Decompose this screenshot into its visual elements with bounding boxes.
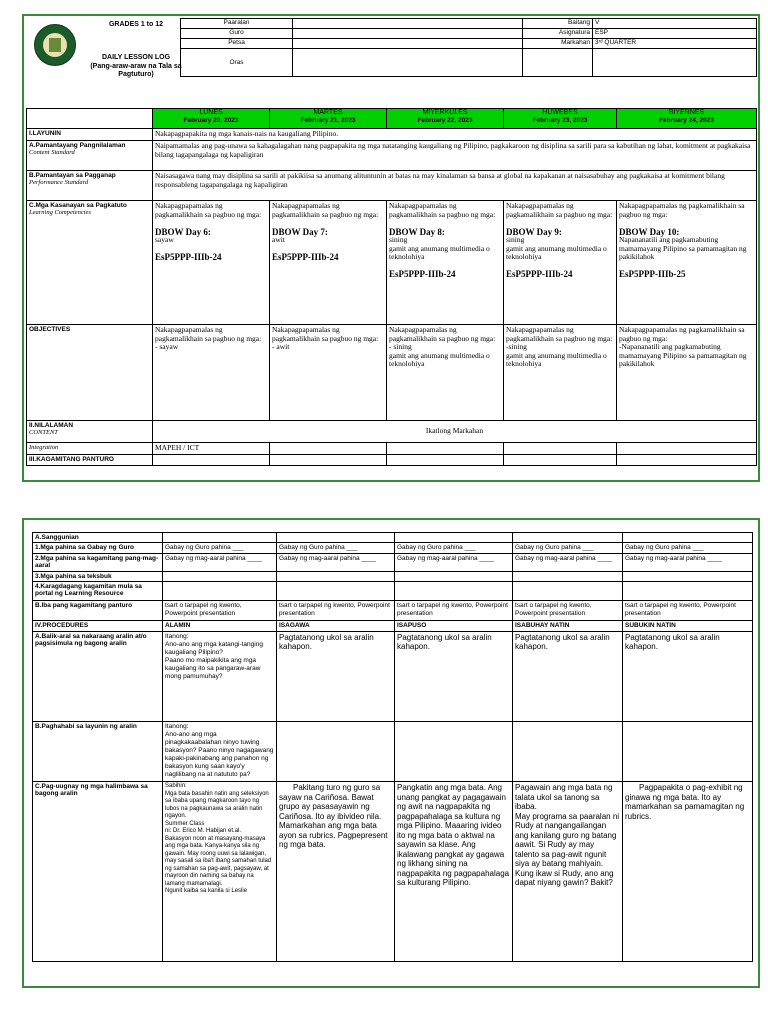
empty-cell — [395, 572, 513, 582]
empty-cell — [277, 582, 395, 601]
balik-aral-day4: Pagtatanong ukol sa aralin kahapon. — [513, 632, 623, 722]
code: EsP5PPP-IIIb-24 — [155, 252, 222, 262]
header-grid — [180, 18, 756, 77]
objectives-label: OBJECTIVES — [27, 325, 153, 421]
items: -sining gamit ang anumang multimedia o teknolohiya — [506, 342, 607, 368]
field-value-petsa[interactable] — [293, 39, 523, 49]
empty-cell — [617, 454, 757, 465]
corner-cell — [27, 109, 153, 129]
empty-cell — [623, 722, 753, 782]
items: sining gamit ang anumang multimedia o teknolohiya — [506, 235, 607, 261]
dbow: DBOW Day 8: — [389, 226, 445, 237]
integration-label — [27, 443, 153, 455]
intro: Nakapagpapamalas ng pagkamalikhain sa pagbuo ng mga: — [272, 201, 379, 219]
code: EsP5PPP-IIIb-24 — [506, 269, 573, 279]
lesson-log-page-2 — [22, 518, 760, 988]
mag-aaral-day1: Gabay ng mag-aaral pahina ____ — [163, 554, 277, 572]
kasanayan-day3 — [387, 201, 504, 325]
objectives-day5 — [617, 325, 757, 421]
pag-uugnay-day1: Sabihin: Mga bata basahin natin ang seleksiyon sa ibaba upang magkaroon tayo ng lubos na pagkaunawa sa aralin natin ngayon. Summer Class ni: Dr. Erico M. Habijan et.al. Bakasyon noon at masayang-masaya ang mga bata. Kanya-kanya sila ng gawain. May roong uuwi sa lalawigan, may sasali sa iba't ibang samahan tulad ng samahan sa pag-awit, pagsayaw, at mayroon din naming sa bahay na lamang mamamalagi. Ngunit kaiba sa kanila si Leslie — [163, 782, 277, 962]
intro: Nakapagpapamalas ng pagkamalikhain sa pagbuo ng mga: — [155, 325, 262, 343]
objectives-day3 — [387, 325, 504, 421]
intro: Nakapagpapamalas ng pagkamalikhain sa pagbuo ng mga: — [619, 325, 745, 343]
balik-aral-day5: Pagtatanong ukol sa aralin kahapon. — [623, 632, 753, 722]
pamantayang-text: Naipamamalas ang pag-unawa sa kahagalagahan nang pagpapakita ng mga natatanging kaugaliang ng Pilipino, pagkakaroon ng disiplina sa sarili para sa kabutihan ng lahat, komitment at pagkakaisa bilang tagapangalaga ng kapaligiran — [153, 141, 757, 171]
intro: Nakapagpapamalas ng pagkamalikhain sa pagbuo ng mga: — [389, 325, 496, 343]
field-value-guro[interactable] — [293, 29, 523, 39]
kasanayan-label — [27, 201, 153, 325]
field-label-asignatura: Asignatura — [523, 29, 593, 39]
balik-aral-day3: Pagtatanong ukol sa aralin kahapon. — [395, 632, 513, 722]
label-main: C.Mga Kasanayan sa Pagkatuto — [29, 202, 127, 209]
gabay-guro-day3: Gabay ng Guro pahina ___ — [395, 543, 513, 554]
empty-cell — [277, 572, 395, 582]
balik-aral-label: A.Balik-aral sa nakaraang aralin at/o pagsisimula ng bagong aralin — [33, 632, 163, 722]
field-value-markahan[interactable]: 3ʳᵈ QUARTER — [593, 39, 757, 49]
sanggunian-label: A.Sanggunian — [33, 533, 163, 543]
lesson-table-page2 — [32, 532, 752, 962]
pag-uugnay-day2: Pakitang turo ng guro sa sayaw na Cariñosa. Bawat grupo ay pasasayawin ng Cariñosa. Ito ay ibivideo nila. Mamarkahan ang mga bata ayon sa rubrics. Pagpepresent ng mga bata. — [277, 782, 395, 962]
iba-pang-day5: tsart o tarpapel ng kwento, Powerpoint presentation — [623, 601, 753, 621]
pag-uugnay-day3: Pangkatin ang mga bata. Ang unang pangkat ay pagagawain ng awit na nagpapakita ng pagpapahalaga sa kultura ng mga Pilipino. Maaaring ivideo ito ng mga bata o aktwal na sayawin sa klase. Ang ikalawang pangkat ay gagawa ng likhang sining na nagpapakita ng pagpapahalaga sa kulturang Pilipino. — [395, 782, 513, 962]
empty-cell — [513, 533, 623, 543]
empty-cell — [163, 582, 277, 601]
kagamitang-mag-aaral-label: 2.Mga pahina sa kagamitang pang-mag-aaral — [33, 554, 163, 572]
day-name: LUNES — [199, 109, 223, 116]
day-date: February 24, 2023 — [659, 117, 714, 124]
procedure-day1: ALAMIN — [163, 621, 277, 632]
dbow: DBOW Day 7: — [272, 226, 328, 237]
pagganap-text: Naisasagawa nang may disiplina sa sarili at pakikiisa sa anumang alituntunin at batas na may kinalaman sa bansa at global na kapakanan at naisasabuhay ang pagkakaisa at komitment bilang responsableng tagapangalaga ng kapaligiran — [153, 171, 757, 201]
intro: Nakapagpapamalas ng pagkamalikhain sa pagbuo ng mga: — [272, 325, 379, 343]
dbow: DBOW Day 10: — [619, 226, 680, 237]
empty-cell — [277, 533, 395, 543]
items: - sining gamit ang anumang multimedia o teknolohiya — [389, 342, 490, 368]
iba-pang-day4: tsart o tarpapel ng kwento, Powerpoint presentation — [513, 601, 623, 621]
field-label-petsa: Petsa — [181, 39, 293, 49]
empty-cell — [387, 443, 504, 455]
procedure-day2: ISAGAWA — [277, 621, 395, 632]
pag-uugnay-label: C.Pag-uugnay ng mga halimbawa sa bagong aralin — [33, 782, 163, 962]
pag-uugnay-day5: Pagpapakita o pag-exhibit ng ginawa ng mga bata. Ito ay mamarkahan sa pamamagitan ng rubrics. — [623, 782, 753, 962]
objectives-day4 — [504, 325, 617, 421]
day-header-miyerkules — [387, 109, 504, 129]
day-header-lunes — [153, 109, 270, 129]
intro: Nakapagpapamalas ng pagkamalikhain sa pagbuo ng mga: — [506, 201, 613, 219]
empty-cell — [163, 572, 277, 582]
objectives-day1 — [153, 325, 270, 421]
mag-aaral-day5: Gabay ng mag-aaral pahina ____ — [623, 554, 753, 572]
empty-cell — [513, 572, 623, 582]
items: sayaw — [155, 235, 174, 244]
deped-seal-logo — [34, 24, 76, 66]
day-header-martes — [270, 109, 387, 129]
items: awit — [272, 235, 285, 244]
field-label-markahan: Markahan — [523, 39, 593, 49]
kasanayan-day4 — [504, 201, 617, 325]
layunin-label: I.LAYUNIN — [27, 129, 153, 141]
field-label-guro: Guro — [181, 29, 293, 39]
empty-cell — [395, 722, 513, 782]
nilalaman-label — [27, 421, 153, 443]
day-date: February 20, 2023 — [183, 117, 239, 124]
gabay-guro-day5: Gabay ng Guro pahina ___ — [623, 543, 753, 554]
empty-cell — [277, 722, 395, 782]
mag-aaral-day3: Gabay ng mag-aaral pahina ____ — [395, 554, 513, 572]
code: EsP5PPP-IIIb-24 — [389, 269, 456, 279]
items: -Napananatili ang pagkamabuting mamamayang Pilipino sa pamamagitan ng pakikilahok — [619, 342, 747, 368]
procedure-day3: ISAPUSO — [395, 621, 513, 632]
label-sub: Content Standard — [29, 149, 75, 156]
kasanayan-day2 — [270, 201, 387, 325]
mag-aaral-day2: Gabay ng mag-aaral pahina ____ — [277, 554, 395, 572]
pamantayang-label — [27, 141, 153, 171]
day-name: HUWEBES — [542, 109, 578, 116]
integration-text: MAPEH / ICT — [153, 443, 270, 455]
dbow: DBOW Day 6: — [155, 226, 211, 237]
paghahabi-label: B.Paghahabi sa layunin ng aralin — [33, 722, 163, 782]
procedure-day4: ISABUHAY NATIN — [513, 621, 623, 632]
intro: Nakapagpapamalas ng pagkamalikhain sa pagbuo ng mga: — [155, 201, 262, 219]
empty-cell — [395, 582, 513, 601]
objectives-day2 — [270, 325, 387, 421]
mag-aaral-day4: Gabay ng mag-aaral pahina ____ — [513, 554, 623, 572]
day-date: February 22, 2023 — [417, 117, 473, 124]
label-main: B.Pamantayan sa Pagganap — [29, 172, 116, 179]
empty-cell — [163, 533, 277, 543]
label-sub: Learning Competencies — [29, 209, 91, 216]
gabay-guro-day2: Gabay ng Guro pahina ___ — [277, 543, 395, 554]
day-header-huwebes — [504, 109, 617, 129]
field-value-oras[interactable] — [293, 49, 523, 77]
procedures-label: IV.PROCEDURES — [33, 621, 163, 632]
pagganap-label — [27, 171, 153, 201]
items: - awit — [272, 342, 290, 351]
items: sining gamit ang anumang multimedia o teknolohiya — [389, 235, 490, 261]
gabay-guro-day1: Gabay ng Guro pahina ___ — [163, 543, 277, 554]
kagamitang-label: III.KAGAMITANG PANTURO — [27, 454, 153, 465]
field-value-asignatura[interactable]: ESP — [593, 29, 757, 39]
nilalaman-text: Ikatlong Markahan — [153, 421, 757, 443]
daily-lesson-log-title — [86, 54, 186, 80]
paghahabi-day1: Itanong: Ano-ano ang mga pinagkakaabalahan ninyo tuwing bakasyon? Paano ninyo nagagawang kapaki-pakinabang ang panahon ng bakasyon kung saan kayo'y naglilibang na at natututo pa? — [163, 722, 277, 782]
label-main: II.NILALAMAN — [29, 422, 74, 429]
pag-uugnay-day4: Pagawain ang mga bata ng talata ukol sa tanong sa ibaba. May programa sa paaralan ni Rudy at nangangailangan ang kanilang guro ng batang aawit. Si Rudy ay may talento sa pag-awit ngunit siya ay batang mahiyain. Kung ikaw si Rudy, ano ang dapat niyang gawin? Bakit? — [513, 782, 623, 962]
items: Napananatili ang pagkamabuting mamamayang Pilipino sa pamamagitan ng pakikilahok — [619, 235, 747, 261]
empty-cell — [270, 454, 387, 465]
doc-subtitle: (Pang-araw-araw na Tala sa Pagtuturo) — [90, 62, 182, 78]
day-name: MIYERKULES — [422, 109, 468, 116]
day-name: MARTES — [313, 109, 343, 116]
items: - sayaw — [155, 342, 179, 351]
field-label-baitang: Baitang — [523, 19, 593, 29]
dbow: DBOW Day 9: — [506, 226, 562, 237]
balik-aral-day1: Itanong: Ano-ano ang mga katangi-tanging kaugaliang Pilipino? Paano mo maipakikita ang mga kaugaliang ito sa pangaraw-araw mong pamumuhay? — [163, 632, 277, 722]
karagdagang-label: 4.Karagdagang kagamitan mula sa portal ng Learning Resource — [33, 582, 163, 601]
day-name: BIYERNES — [668, 109, 705, 116]
day-date: February 23, 2023 — [532, 117, 588, 124]
empty-cell — [270, 443, 387, 455]
day-header-biyernes — [617, 109, 757, 129]
lesson-table-page1 — [26, 108, 756, 466]
code: EsP5PPP-IIIb-24 — [272, 252, 339, 262]
gabay-guro-day4: Gabay ng Guro pahina ___ — [513, 543, 623, 554]
teksbuk-label: 3.Mga pahina sa teksbuk — [33, 572, 163, 582]
code: EsP5PPP-IIIb-25 — [619, 269, 686, 279]
label-sub: Performance Standard — [29, 179, 89, 186]
empty-cell — [623, 533, 753, 543]
field-value-blank2 — [593, 49, 757, 77]
grades-label: GRADES 1 to 12 — [108, 21, 164, 28]
empty-cell — [504, 443, 617, 455]
field-value-baitang[interactable]: V — [593, 19, 757, 29]
kasanayan-day5 — [617, 201, 757, 325]
iba-pang-label: B.Iba pang kagamitang panturo — [33, 601, 163, 621]
kasanayan-day1 — [153, 201, 270, 325]
field-label-paaralan: Paaralan — [181, 19, 293, 29]
empty-cell — [153, 454, 270, 465]
field-label-oras: Oras — [181, 49, 293, 77]
empty-cell — [504, 454, 617, 465]
label-sub: CONTENT — [29, 429, 58, 436]
gabay-guro-label: 1.Mga pahina sa Gabay ng Guro — [33, 543, 163, 554]
day-date: February 21, 2023 — [300, 117, 356, 124]
empty-cell — [395, 533, 513, 543]
balik-aral-day2: Pagtatanong ukol sa aralin kahapon. — [277, 632, 395, 722]
field-value-paaralan[interactable] — [293, 19, 523, 29]
intro: Nakapagpapamalas ng pagkamalikhain sa pagbuo ng mga: — [619, 201, 745, 219]
intro: Nakapagpapamalas ng pagkamalikhain sa pagbuo ng mga: — [389, 201, 496, 219]
layunin-text: Nakapagpapakita ng mga kanais-nais na kaugaliang Pilipino. — [153, 129, 757, 141]
label-main: A.Pamantayang Pangnilalaman — [29, 142, 126, 149]
empty-cell — [623, 572, 753, 582]
iba-pang-day1: tsart o tarpapel ng kwento, Powerpoint presentation — [163, 601, 277, 621]
empty-cell — [387, 454, 504, 465]
empty-cell — [513, 722, 623, 782]
iba-pang-day2: tsart o tarpapel ng kwento, Powerpoint presentation — [277, 601, 395, 621]
label-main: Integration — [29, 444, 59, 451]
doc-title: DAILY LESSON LOG — [101, 54, 171, 61]
procedure-day5: SUBUKIN NATIN — [623, 621, 753, 632]
lesson-log-page-1 — [22, 14, 760, 482]
intro: Nakapagpapamalas ng pagkamalikhain sa pagbuo ng mga: — [506, 325, 613, 343]
empty-cell — [617, 443, 757, 455]
empty-cell — [623, 582, 753, 601]
field-value-blank — [523, 49, 593, 77]
iba-pang-day3: tsart o tarpapel ng kwento, Powerpoint presentation — [395, 601, 513, 621]
empty-cell — [513, 582, 623, 601]
